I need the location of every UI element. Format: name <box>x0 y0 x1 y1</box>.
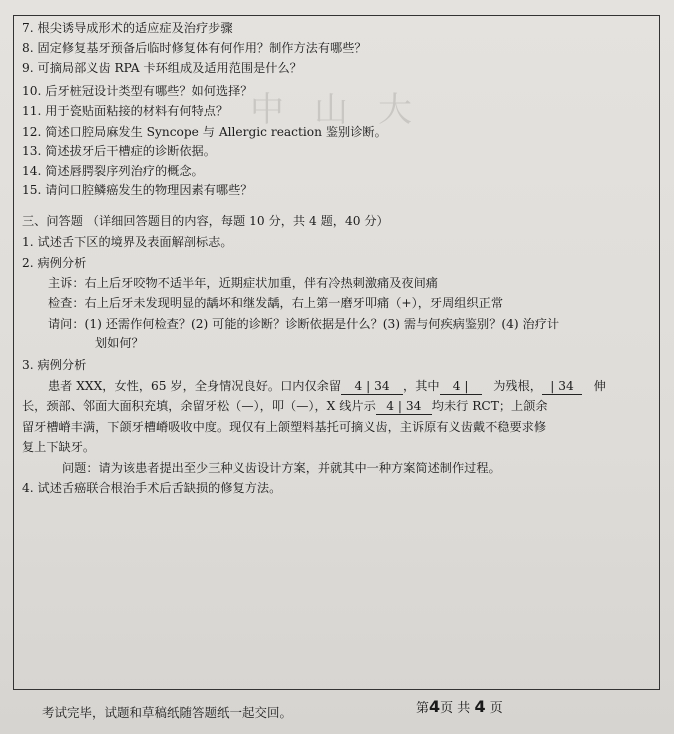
case-questions: 请问：(1) 还需作何检查？(2) 可能的诊断？诊断依据是什么？(3) 需与何疾病鉴别？(4) 治疗计 <box>48 317 560 331</box>
question-11: 11. 用于瓷贴面粘接的材料有何特点？ <box>22 104 229 118</box>
question-15: 15. 请问口腔鳞癌发生的物理因素有哪些？ <box>22 183 253 197</box>
essay-question-2-title: 2. 病例分析 <box>22 256 87 270</box>
case3-text-a: 患者 XXX，女性，65 岁，全身情况良好。口内仅余留 <box>48 379 342 393</box>
case-complaint: 主诉：右上后牙咬物不适半年，近期症状加重，伴有冷热刺激痛及夜间痛 <box>48 276 438 290</box>
case3-line1 <box>48 379 606 395</box>
case3-line4: 复上下缺牙。 <box>22 440 96 454</box>
question-13: 13. 简述拔牙后干槽症的诊断依据。 <box>22 144 216 158</box>
question-8: 8. 固定修复基牙预备后临时修复体有何作用？制作方法有哪些？ <box>22 41 367 55</box>
page-pre: 第 <box>416 701 430 716</box>
question-9: 9. 可摘局部义齿 RPA 卡环组成及适用范围是什么？ <box>22 61 302 75</box>
question-12: 12. 简述口腔局麻发生 Syncope 与 Allergic reaction 鉴别诊断。 <box>22 125 387 139</box>
essay-question-3-title: 3. 病例分析 <box>22 358 87 372</box>
question-14: 14. 简述唇腭裂序列治疗的概念。 <box>22 164 204 178</box>
section-heading: 三、问答题 （详细回答题目的内容，每题 10 分，共 4 题，40 分） <box>22 214 389 228</box>
case3-text-c: 为残根， <box>493 379 542 393</box>
footer-note: 考试完毕，试题和草稿纸随答题纸一起交回。 <box>42 705 293 720</box>
essay-question-4: 4. 试述舌癌联合根治手术后舌缺损的修复方法。 <box>22 481 282 495</box>
tooth-formula-4: 4 | 34 <box>376 399 432 415</box>
bleed-through-text: 中山大 <box>250 90 442 130</box>
tooth-formula-1: 4 | 34 <box>341 379 403 395</box>
case-exam: 检查：右上后牙未发现明显的龋坏和继发龋，右上第一磨牙叩痛（+），牙周组织正常 <box>48 296 504 310</box>
case3-line2-a: 长，颈部、邻面大面积充填，余留牙松（—），叩（—），X 线片示 <box>22 399 376 413</box>
case3-text-b: ，其中 <box>403 379 440 393</box>
case3-line2-b: 均未行 RCT；上颌余 <box>431 399 548 413</box>
case3-line3: 留牙槽嵴丰满，下颌牙槽嵴吸收中度。现仅有上颌塑料基托可摘义齿，主诉原有义齿戴不稳要求修 <box>22 420 547 434</box>
case3-question: 问题：请为该患者提出至少三种义齿设计方案，并就其中一种方案简述制作过程。 <box>62 461 501 475</box>
page-post: 页 <box>489 701 503 716</box>
page-current: 4 <box>429 697 441 716</box>
tooth-formula-3: | 34 <box>542 379 582 395</box>
page-number <box>416 697 503 716</box>
question-10: 10. 后牙桩冠设计类型有哪些？如何选择？ <box>22 84 253 98</box>
page-mid: 页 共 <box>440 701 471 716</box>
tooth-formula-2: 4 | <box>440 379 482 395</box>
case3-text-d: 伸 <box>593 379 606 393</box>
question-7: 7. 根尖诱导成形术的适应症及治疗步骤 <box>22 21 233 35</box>
case-questions-cont: 划如何？ <box>95 336 144 350</box>
case3-line2 <box>22 399 548 415</box>
page-total: 4 <box>474 697 486 716</box>
essay-question-1: 1. 试述舌下区的境界及表面解剖标志。 <box>22 235 233 249</box>
